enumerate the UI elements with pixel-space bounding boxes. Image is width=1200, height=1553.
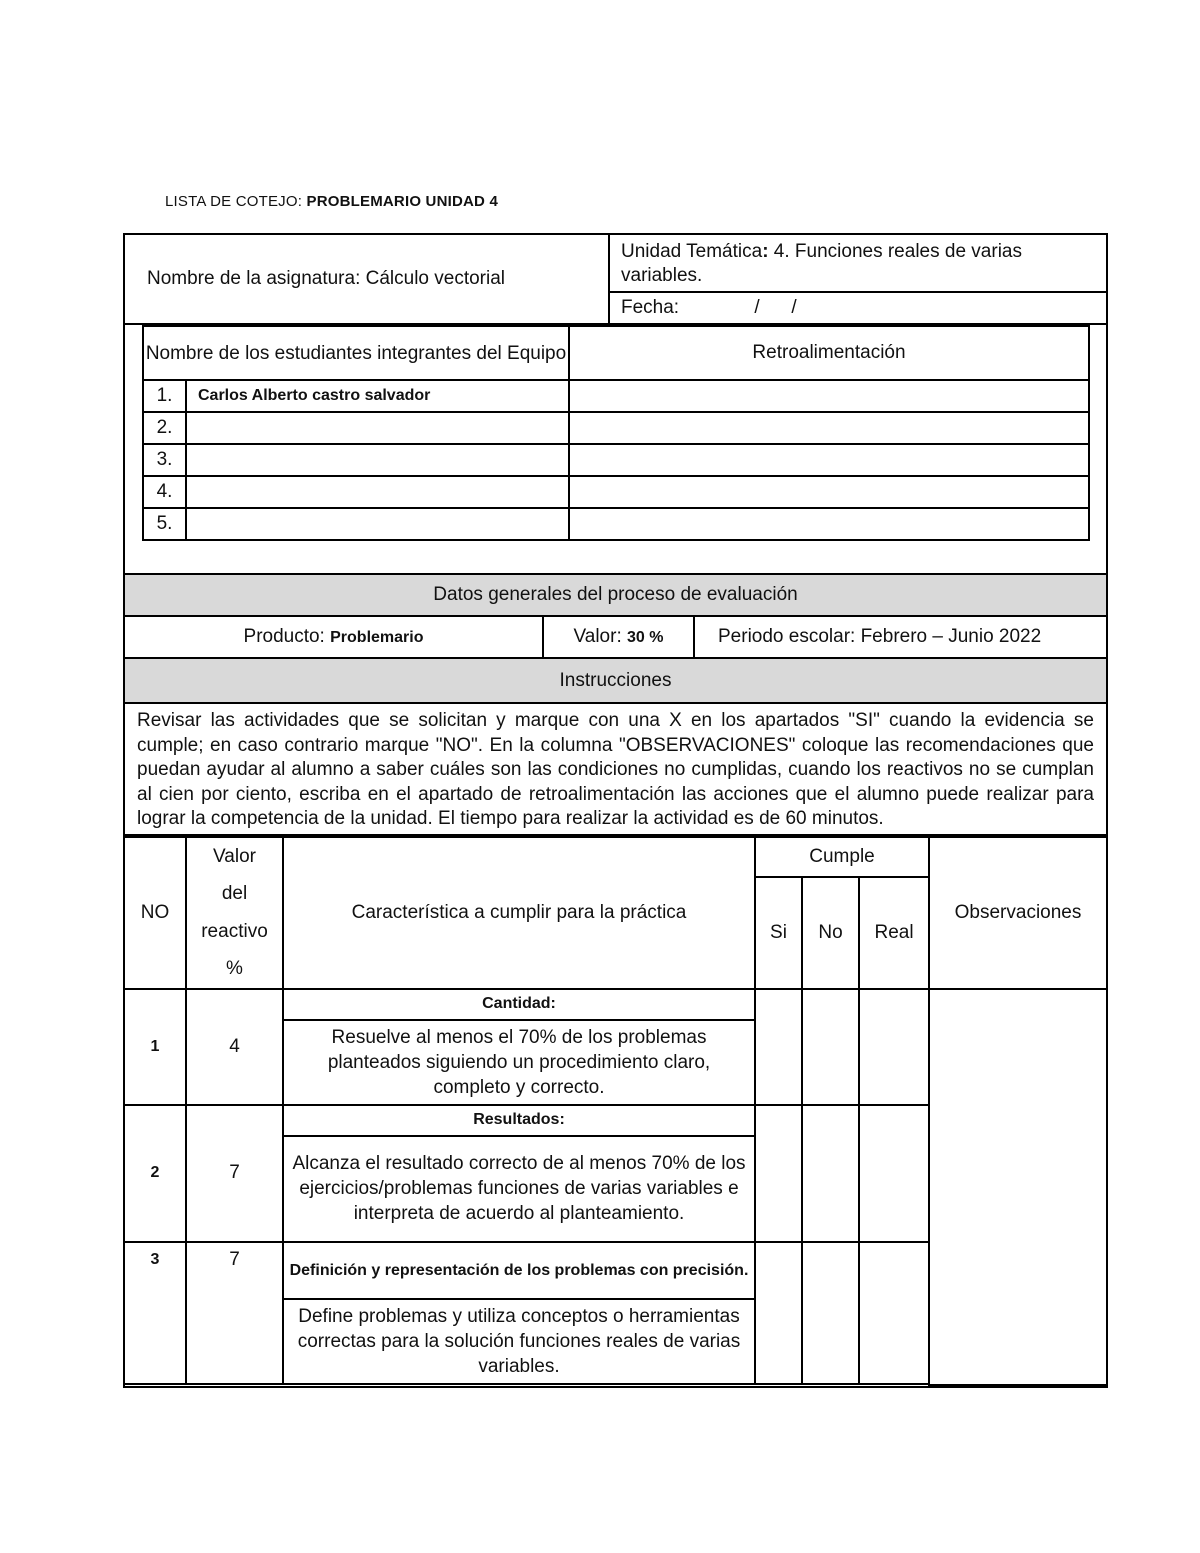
student-row: [143, 508, 1089, 540]
date-slashes: / /: [754, 297, 797, 318]
unit-colon: :: [762, 241, 769, 262]
student-row: [143, 444, 1089, 476]
student-feedback[interactable]: [569, 412, 1089, 444]
criterion-no: 3: [125, 1242, 186, 1384]
criteria-block: [124, 835, 1107, 1387]
criterion-description: Define problemas y utiliza conceptos o herramientas correctas para la solución funciones reales de varias variables.: [283, 1299, 755, 1384]
criteria-table: [125, 836, 1106, 1386]
instructions-heading: Instrucciones: [124, 658, 1107, 703]
student-name[interactable]: [186, 508, 569, 540]
value-value: 30 %: [627, 629, 664, 646]
check-si[interactable]: [755, 1105, 802, 1242]
checklist-table: [123, 233, 1108, 1388]
criterion-description: Resuelve al menos el 70% de los problemas planteados siguiendo un procedimiento claro, completo y correcto.: [283, 1020, 755, 1105]
check-no[interactable]: [802, 1105, 859, 1242]
subject-cell: [124, 234, 609, 324]
unit-value: 4. Funciones reales de varias variables.: [621, 241, 1022, 286]
student-name[interactable]: Carlos Alberto castro salvador: [186, 380, 569, 412]
student-feedback[interactable]: [569, 444, 1089, 476]
check-no[interactable]: [802, 1242, 859, 1384]
student-num: 2.: [143, 412, 186, 444]
student-num: 1.: [143, 380, 186, 412]
student-feedback[interactable]: [569, 380, 1089, 412]
student-name[interactable]: [186, 476, 569, 508]
criterion-heading: Definición y representación de los problemas con precisión.: [283, 1242, 755, 1299]
product-cell: [125, 617, 543, 657]
unit-label: Unidad Temática: [621, 241, 763, 262]
student-num: 4.: [143, 476, 186, 508]
col-observations-header: Observaciones: [929, 837, 1106, 989]
check-real[interactable]: [859, 1105, 929, 1242]
document-title: [165, 193, 498, 210]
col-characteristic-header: Característica a cumplir para la práctica: [283, 837, 755, 989]
checklist-sheet: [123, 233, 1106, 1388]
student-name[interactable]: [186, 412, 569, 444]
period-cell: Periodo escolar: Febrero – Junio 2022: [718, 626, 1042, 647]
instructions-text: Revisar las actividades que se solicitan y marque con una X en los apartados "SI" cuando la evidencia se cumple; en caso contrario marque "NO". En la columna "OBSERVACIONES" coloque las recomendaciones que puedan ayudar al alumno a saber cuáles son las condiciones no cumplidas, cuando los reactivos no se cumplan al cien por ciento, escriba en el apartado de retroalimentación las acciones que el alumno puede realizar para lograr la competencia de la unidad. El tiempo para realizar la actividad es de 60 minutos.: [124, 703, 1107, 835]
student-row: [143, 412, 1089, 444]
col-no2-header: No: [802, 877, 859, 989]
student-num: 3.: [143, 444, 186, 476]
criterion-description: Alcanza el resultado correcto de al menos 70% de los ejercicios/problemas funciones de varias variables e interpreta de acuerdo al planteamiento.: [283, 1136, 755, 1242]
unit-cell: [609, 234, 1107, 292]
student-num: 5.: [143, 508, 186, 540]
criterion-value: 7: [186, 1242, 283, 1384]
product-value: Problemario: [330, 629, 424, 646]
col-si-header: Si: [755, 877, 802, 989]
col-cumple-header: Cumple: [755, 837, 929, 877]
criterion-no: 1: [125, 989, 186, 1105]
value-label: Valor:: [573, 626, 628, 647]
criterion-value: 7: [186, 1105, 283, 1242]
product-label: Producto:: [243, 626, 331, 647]
col-value-header: Valor del reactivo %: [186, 837, 283, 989]
check-no[interactable]: [802, 989, 859, 1105]
title-main: PROBLEMARIO UNIDAD 4: [306, 193, 498, 210]
students-names-header: Nombre de los estudiantes integrantes del Equipo: [143, 326, 569, 380]
date-cell[interactable]: [609, 292, 1107, 324]
check-si[interactable]: [755, 989, 802, 1105]
general-data-heading: Datos generales del proceso de evaluación: [124, 574, 1107, 616]
observations-cell[interactable]: [929, 989, 1106, 1385]
date-label: Fecha:: [621, 297, 680, 318]
general-data-row: [124, 616, 1107, 658]
criterion-row: [125, 989, 1106, 1020]
col-no-header: NO: [125, 837, 186, 989]
col-real-header: Real: [859, 877, 929, 989]
subject-label: Nombre de la asignatura: Cálculo vectorial: [147, 268, 506, 289]
title-prefix: LISTA DE COTEJO:: [165, 193, 307, 210]
students-table: [142, 325, 1090, 541]
student-row: [143, 380, 1089, 412]
check-real[interactable]: [859, 989, 929, 1105]
criterion-heading: Resultados:: [283, 1105, 755, 1136]
student-row: [143, 476, 1089, 508]
value-cell: [543, 617, 694, 657]
student-feedback[interactable]: [569, 476, 1089, 508]
criterion-no: 2: [125, 1105, 186, 1242]
general-data-table: [125, 617, 1106, 657]
student-name[interactable]: [186, 444, 569, 476]
check-real[interactable]: [859, 1242, 929, 1384]
student-feedback[interactable]: [569, 508, 1089, 540]
criterion-value: 4: [186, 989, 283, 1105]
students-block: [124, 324, 1107, 574]
criterion-heading: Cantidad:: [283, 989, 755, 1020]
check-si[interactable]: [755, 1242, 802, 1384]
students-feedback-header: Retroalimentación: [569, 326, 1089, 380]
